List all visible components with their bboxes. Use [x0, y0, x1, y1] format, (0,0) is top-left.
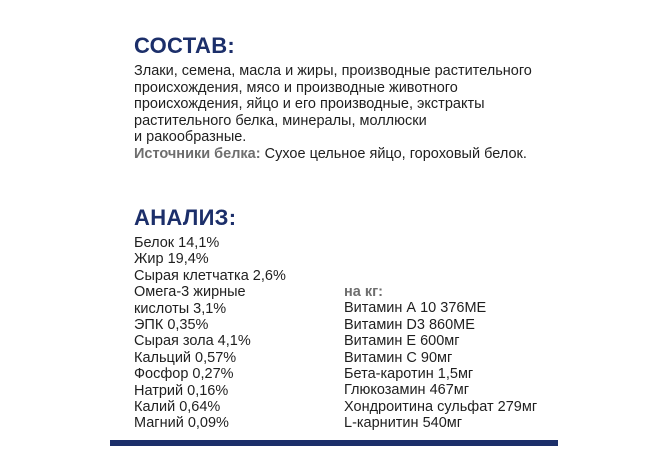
composition-line: происхождения, мясо и производные животного	[134, 79, 458, 96]
nutrient-item: Сырая клетчатка 2,6%	[134, 267, 286, 284]
vitamin-item: Витамин А 10 376МЕ	[344, 300, 487, 317]
protein-sources-label: Источники белка:	[134, 145, 261, 162]
composition-heading: СОСТАВ:	[134, 33, 236, 58]
vitamin-item: Хондроитина сульфат 279мг	[344, 398, 538, 415]
vitamin-item: Глюкозамин 467мг	[344, 382, 470, 399]
nutrient-item: Омега-3 жирные	[134, 284, 246, 301]
composition-text	[134, 63, 554, 162]
nutrient-item: кислоты 3,1%	[134, 300, 227, 317]
vitamin-item: L-карнитин 540мг	[344, 415, 463, 432]
vitamin-item: Витамин Е 600мг	[344, 333, 460, 350]
composition-line: растительного белка, минералы, моллюски	[134, 112, 427, 129]
nutrient-item: Сырая зола 4,1%	[134, 333, 251, 350]
analysis-nutrient-list	[134, 235, 286, 432]
composition-line: и ракообразные.	[134, 129, 247, 145]
nutrient-item: Магний 0,09%	[134, 415, 229, 432]
nutrient-item: Фосфор 0,27%	[134, 366, 234, 383]
nutrient-item: Калий 0,64%	[134, 399, 221, 416]
per-kg-label: на кг:	[344, 284, 383, 300]
nutrient-item: ЭПК 0,35%	[134, 317, 209, 334]
protein-sources	[134, 146, 554, 163]
composition-line: происхождения, яйцо и его производные, экстракты	[134, 96, 485, 112]
footer-divider-bar	[110, 440, 558, 446]
nutrient-item: Кальций 0,57%	[134, 349, 237, 366]
composition-line: Злаки, семена, масла и жиры, производные растительного	[134, 63, 532, 79]
protein-sources-value: Сухое цельное яйцо, гороховый белок.	[260, 145, 527, 162]
nutrient-item: Натрий 0,16%	[134, 382, 229, 399]
analysis-heading: АНАЛИЗ:	[134, 205, 237, 230]
vitamin-item: Витамин С 90мг	[344, 349, 453, 366]
vitamin-item: Витамин D3 860МЕ	[344, 316, 475, 333]
nutrient-item: Белок 14,1%	[134, 235, 220, 251]
per-kg-list	[344, 284, 537, 432]
vitamin-item: Бета-каротин 1,5мг	[344, 366, 474, 383]
nutrient-item: Жир 19,4%	[134, 251, 209, 268]
